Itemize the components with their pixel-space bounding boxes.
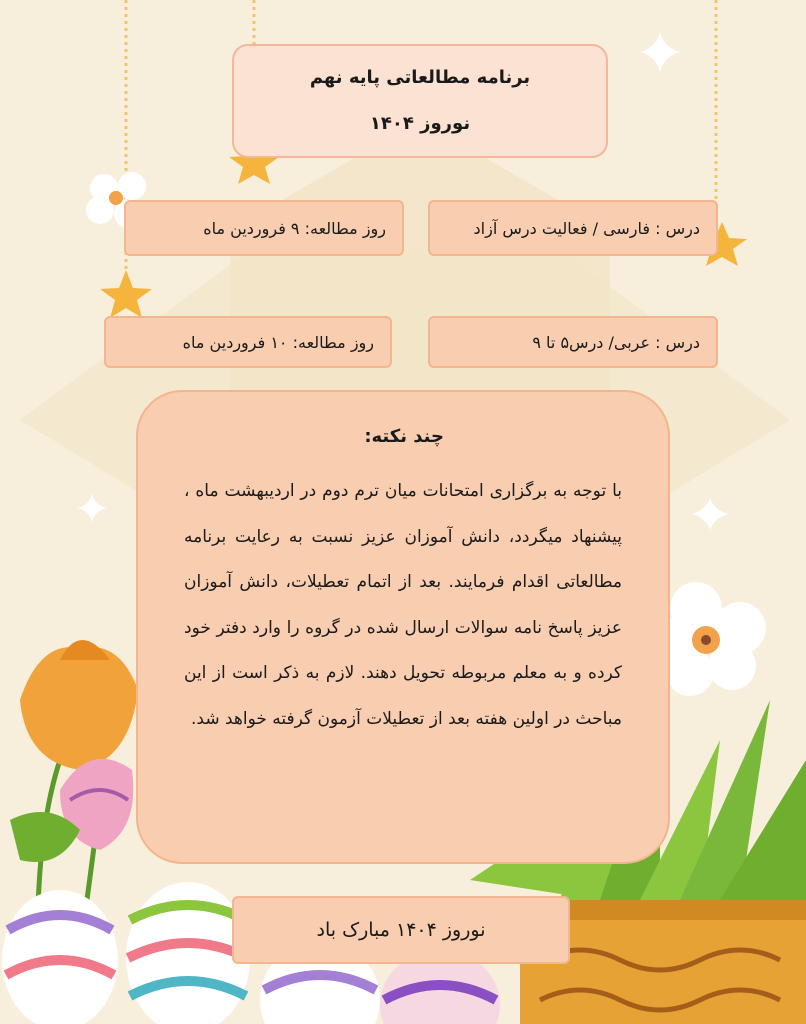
page-title: برنامه مطالعاتی پایه نهم — [309, 67, 531, 88]
sparkle-icon — [692, 498, 728, 530]
notes-body: با توجه به برگزاری امتحانات میان ترم دوم در اردیبهشت ماه ، پیشنهاد میگردد، دانش آموزان عزیز نسبت به رعایت برنامه مطالعاتی اقدام فرمایند. بعد از اتمام تعطیلات، دانش آموزان عزیز پاسخ نامه سوالات ارسال شده در گروه را وارد دفتر خود کرده و به معلم مربوطه تحویل دهند. لازم به ذکر است از این مباحث در اولین هفته بعد از تعطیلات آزمون گرفته خواهد شد. — [184, 481, 622, 729]
greeting-box: نوروز ۱۴۰۴ مبارک باد — [232, 896, 570, 964]
title-box — [232, 44, 608, 158]
study-date-box: روز مطالعه: ۹ فروردین ماه — [124, 200, 404, 256]
notes-panel — [136, 390, 670, 864]
flower-icon — [654, 582, 766, 696]
lesson-box: درس : عربی/ درس۵ تا ۹ — [428, 316, 718, 368]
lesson-box: درس : فارسی / فعالیت درس آزاد — [428, 200, 718, 256]
study-date-box: روز مطالعه: ۱۰ فروردین ماه — [104, 316, 392, 368]
star-icon — [100, 270, 152, 318]
page-subtitle: نوروز ۱۴۰۴ — [369, 113, 471, 134]
sparkle-icon — [78, 494, 106, 522]
notes-title: چند نکته: — [364, 426, 444, 447]
sparkle-icon — [640, 32, 680, 72]
